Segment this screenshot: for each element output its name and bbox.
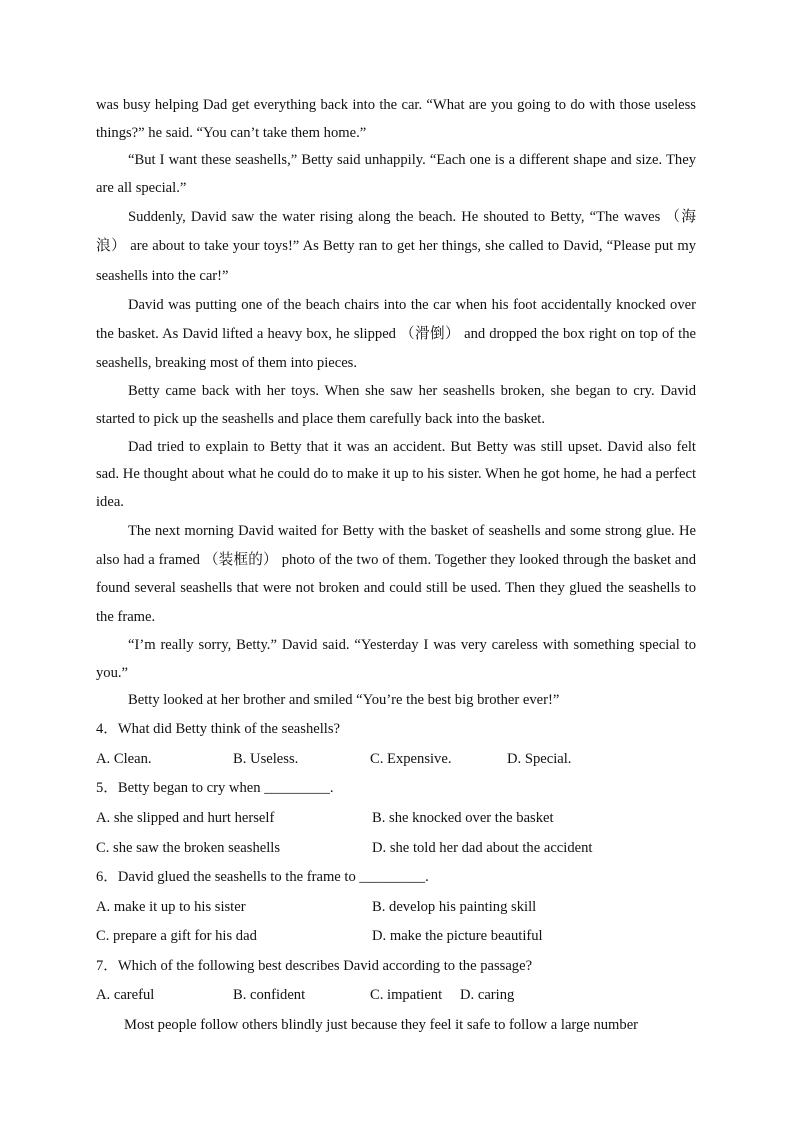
option-row [96, 893, 696, 923]
option-b: B. develop his painting skill [372, 898, 537, 915]
passage-paragraph: Suddenly, David saw the water rising along the beach. He shouted to Betty, “The waves （海浪） are about to take your toys!” As Betty ran to get her things, she called to David, “Please put my seashells into the car!” [96, 208, 696, 284]
passage-paragraph: “I’m really sorry, Betty.” David said. “Yesterday I was very careless with something special to you.” [96, 637, 696, 681]
question-7 [96, 952, 696, 1011]
passage-paragraph: “But I want these seashells,” Betty said unhappily. “Each one is a different shape and size. They are all special.” [96, 152, 696, 197]
question-stem: 7．Which of the following best describes David according to the passage? [96, 957, 533, 974]
option-b: B. Useless. [233, 750, 299, 767]
passage-paragraph: The next morning David waited for Betty with the basket of seashells and some strong glue. He also had a framed （装框的） photo of the two of them. Together they looked through the basket and found several seashells that were not broken and could still be used. Then they glued the seashells to the frame. [96, 522, 696, 626]
option-row [96, 981, 696, 1011]
question-5 [96, 774, 696, 863]
option-row [96, 745, 696, 775]
option-a: A. make it up to his sister [96, 898, 246, 915]
option-a: A. careful [96, 987, 155, 1004]
option-c: C. prepare a gift for his dad [96, 928, 257, 945]
option-b: B. confident [233, 987, 306, 1004]
next-passage-first-line: Most people follow others blindly just because they feel it safe to follow a large number [124, 1017, 639, 1034]
option-d: D. caring [460, 987, 515, 1004]
option-c: C. Expensive. [370, 750, 452, 767]
option-d: D. Special. [507, 750, 572, 767]
question-stem: 6．David glued the seashells to the frame to _________. [96, 869, 429, 886]
option-d: D. make the picture beautiful [372, 928, 543, 945]
passage-paragraph: Betty looked at her brother and smiled “You’re the best big brother ever!” [128, 692, 560, 709]
question-stem: 4．What did Betty think of the seashells? [96, 721, 340, 738]
passage-paragraph: David was putting one of the beach chairs into the car when his foot accidentally knocked over the basket. As David lifted a heavy box, he slipped （滑倒） and dropped the box right on top of the seashells, breaking most of them into pieces. [96, 297, 696, 372]
passage-paragraph: was busy helping Dad get everything back into the car. “What are you going to do with those useless things?” he said. “You can’t take them home.” [96, 97, 696, 141]
question-6 [96, 863, 696, 952]
option-d: D. she told her dad about the accident [372, 839, 593, 856]
option-c: C. she saw the broken seashells [96, 839, 281, 856]
passage-paragraph: Betty came back with her toys. When she saw her seashells broken, she began to cry. David started to pick up the seashells and place them carefully back into the basket. [96, 383, 696, 428]
document-page [96, 92, 696, 1039]
option-a: A. Clean. [96, 750, 152, 767]
option-b: B. she knocked over the basket [372, 809, 554, 826]
question-4 [96, 715, 696, 774]
option-a: A. she slipped and hurt herself [96, 809, 275, 826]
option-row [96, 804, 696, 834]
option-c: C. impatient [370, 987, 443, 1004]
question-stem: 5．Betty began to cry when _________. [96, 780, 334, 797]
option-row [96, 834, 696, 864]
option-row [96, 922, 696, 952]
passage-paragraph: Dad tried to explain to Betty that it was an accident. But Betty was still upset. David also felt sad. He thought about what he could do to make it up to his sister. When he got home, he had a perfect idea. [96, 438, 696, 511]
reading-passage [96, 92, 696, 715]
